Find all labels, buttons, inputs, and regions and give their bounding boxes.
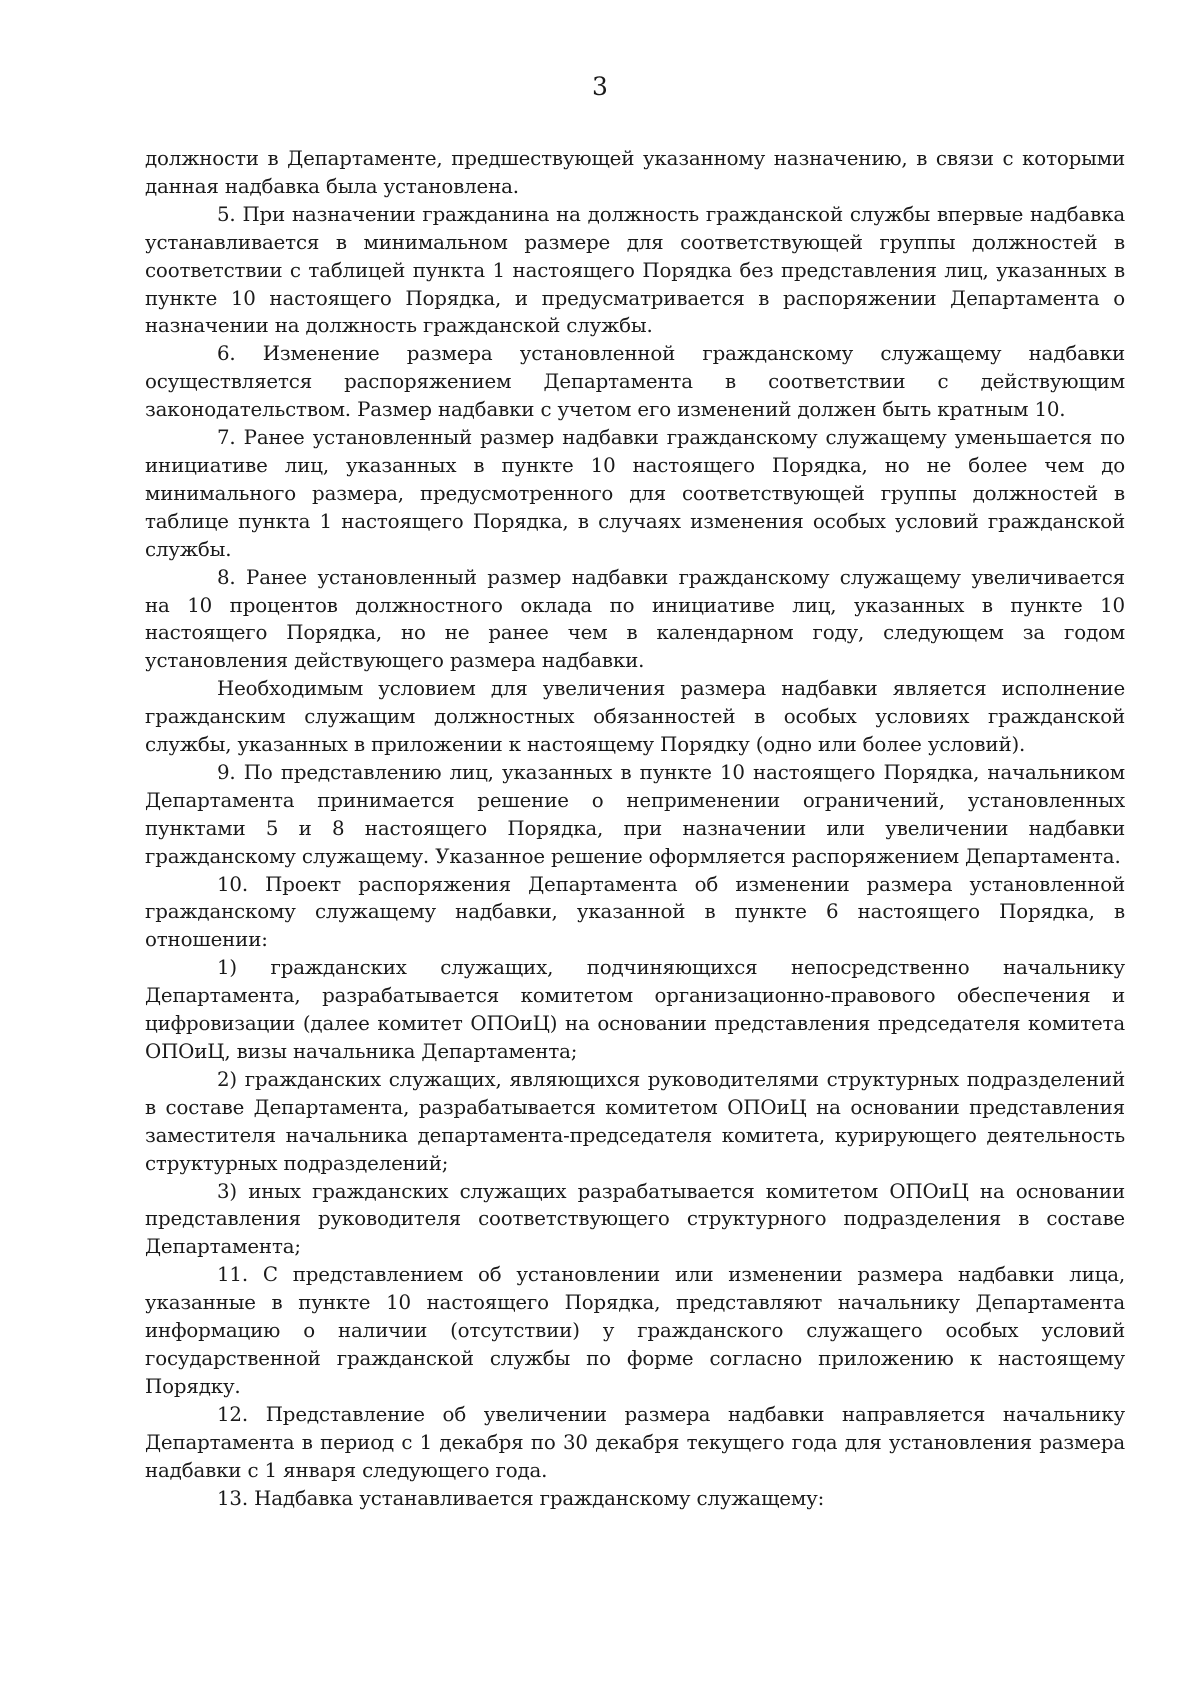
paragraph-item-6: 6. Изменение размера установленной гражданскому служащему надбавки осуществляется распоряжением Департамента в соответствии с действующим законодательством. Размер надбавки с учетом его изменений должен быть кратным 10.: [145, 342, 1125, 422]
paragraph-item-11: 11. С представлением об установлении или изменении размера надбавки лица, указанные в пункте 10 настоящего Порядка, представляют начальнику Департамента информацию о наличии (отсутствии) у гражданского служащего особых условий государственной гражданской службы по форме согласно приложению к настоящему Порядку.: [145, 1263, 1125, 1398]
paragraph-item-10-subitem-2: 2) гражданских служащих, являющихся руководителями структурных подразделений в составе Департамента, разрабатывается комитетом ОПОиЦ на основании представления заместителя начальника департамента-председателя комитета, курирующего деятельность структурных подразделений;: [145, 1067, 1125, 1175]
paragraph-item-12: 12. Представление об увеличении размера надбавки направляется начальнику Департамента в период с 1 декабря по 30 декабря текущего года для установления размера надбавки с 1 января следующего года.: [145, 1402, 1125, 1482]
paragraph-item-10-subitem-3: 3) иных гражданских служащих разрабатывается комитетом ОПОиЦ на основании представления руководителя соответствующего структурного подразделения в составе Департамента;: [145, 1179, 1125, 1259]
paragraph-item-8-condition: Необходимым условием для увеличения размера надбавки является исполнение гражданским служащим должностных обязанностей в особых условиях гражданской службы, указанных в приложении к настоящему Порядку (одно или более условий).: [145, 677, 1125, 757]
paragraph-item-10: 10. Проект распоряжения Департамента об изменении размера установленной гражданскому служащему надбавки, указанной в пункте 6 настоящего Порядка, в отношении:: [145, 872, 1125, 952]
paragraph-item-7: 7. Ранее установленный размер надбавки гражданскому служащему уменьшается по инициативе лиц, указанных в пункте 10 настоящего Порядка, но не более чем до минимального размера, предусмотренного для соответствующей группы должностей в таблице пункта 1 настоящего Порядка, в случаях изменения особых условий гражданской службы.: [145, 426, 1125, 561]
document-body: [145, 145, 1125, 1512]
page-number: 3: [592, 72, 608, 101]
paragraph-item-9: 9. По представлению лиц, указанных в пункте 10 настоящего Порядка, начальником Департамента принимается решение о неприменении ограничений, установленных пунктами 5 и 8 настоящего Порядка, при назначении или увеличении надбавки гражданскому служащему. Указанное решение оформляется распоряжением Департамента.: [145, 760, 1125, 868]
paragraph-item-10-subitem-1: 1) гражданских служащих, подчиняющихся непосредственно начальнику Департамента, разрабатывается комитетом организационно-правового обеспечения и цифровизации (далее комитет ОПОиЦ) на основании представления председателя комитета ОПОиЦ, визы начальника Департамента;: [145, 956, 1125, 1063]
paragraph-continuation: должности в Департаменте, предшествующей указанному назначению, в связи с которыми данная надбавка была установлена.: [145, 147, 1125, 198]
paragraph-item-8: 8. Ранее установленный размер надбавки гражданскому служащему увеличивается на 10 процентов должностного оклада по инициативе лиц, указанных в пункте 10 настоящего Порядка, но не ранее чем в календарном году, следующем за годом установления действующего размера надбавки.: [145, 565, 1125, 673]
paragraph-item-5: 5. При назначении гражданина на должность гражданской службы впервые надбавка устанавливается в минимальном размере для соответствующей группы должностей в соответствии с таблицей пункта 1 настоящего Порядка без представления лиц, указанных в пункте 10 настоящего Порядка, и предусматривается в распоряжении Департамента о назначении на должность гражданской службы.: [145, 202, 1125, 338]
paragraph-item-13: 13. Надбавка устанавливается гражданскому служащему:: [217, 1486, 825, 1510]
